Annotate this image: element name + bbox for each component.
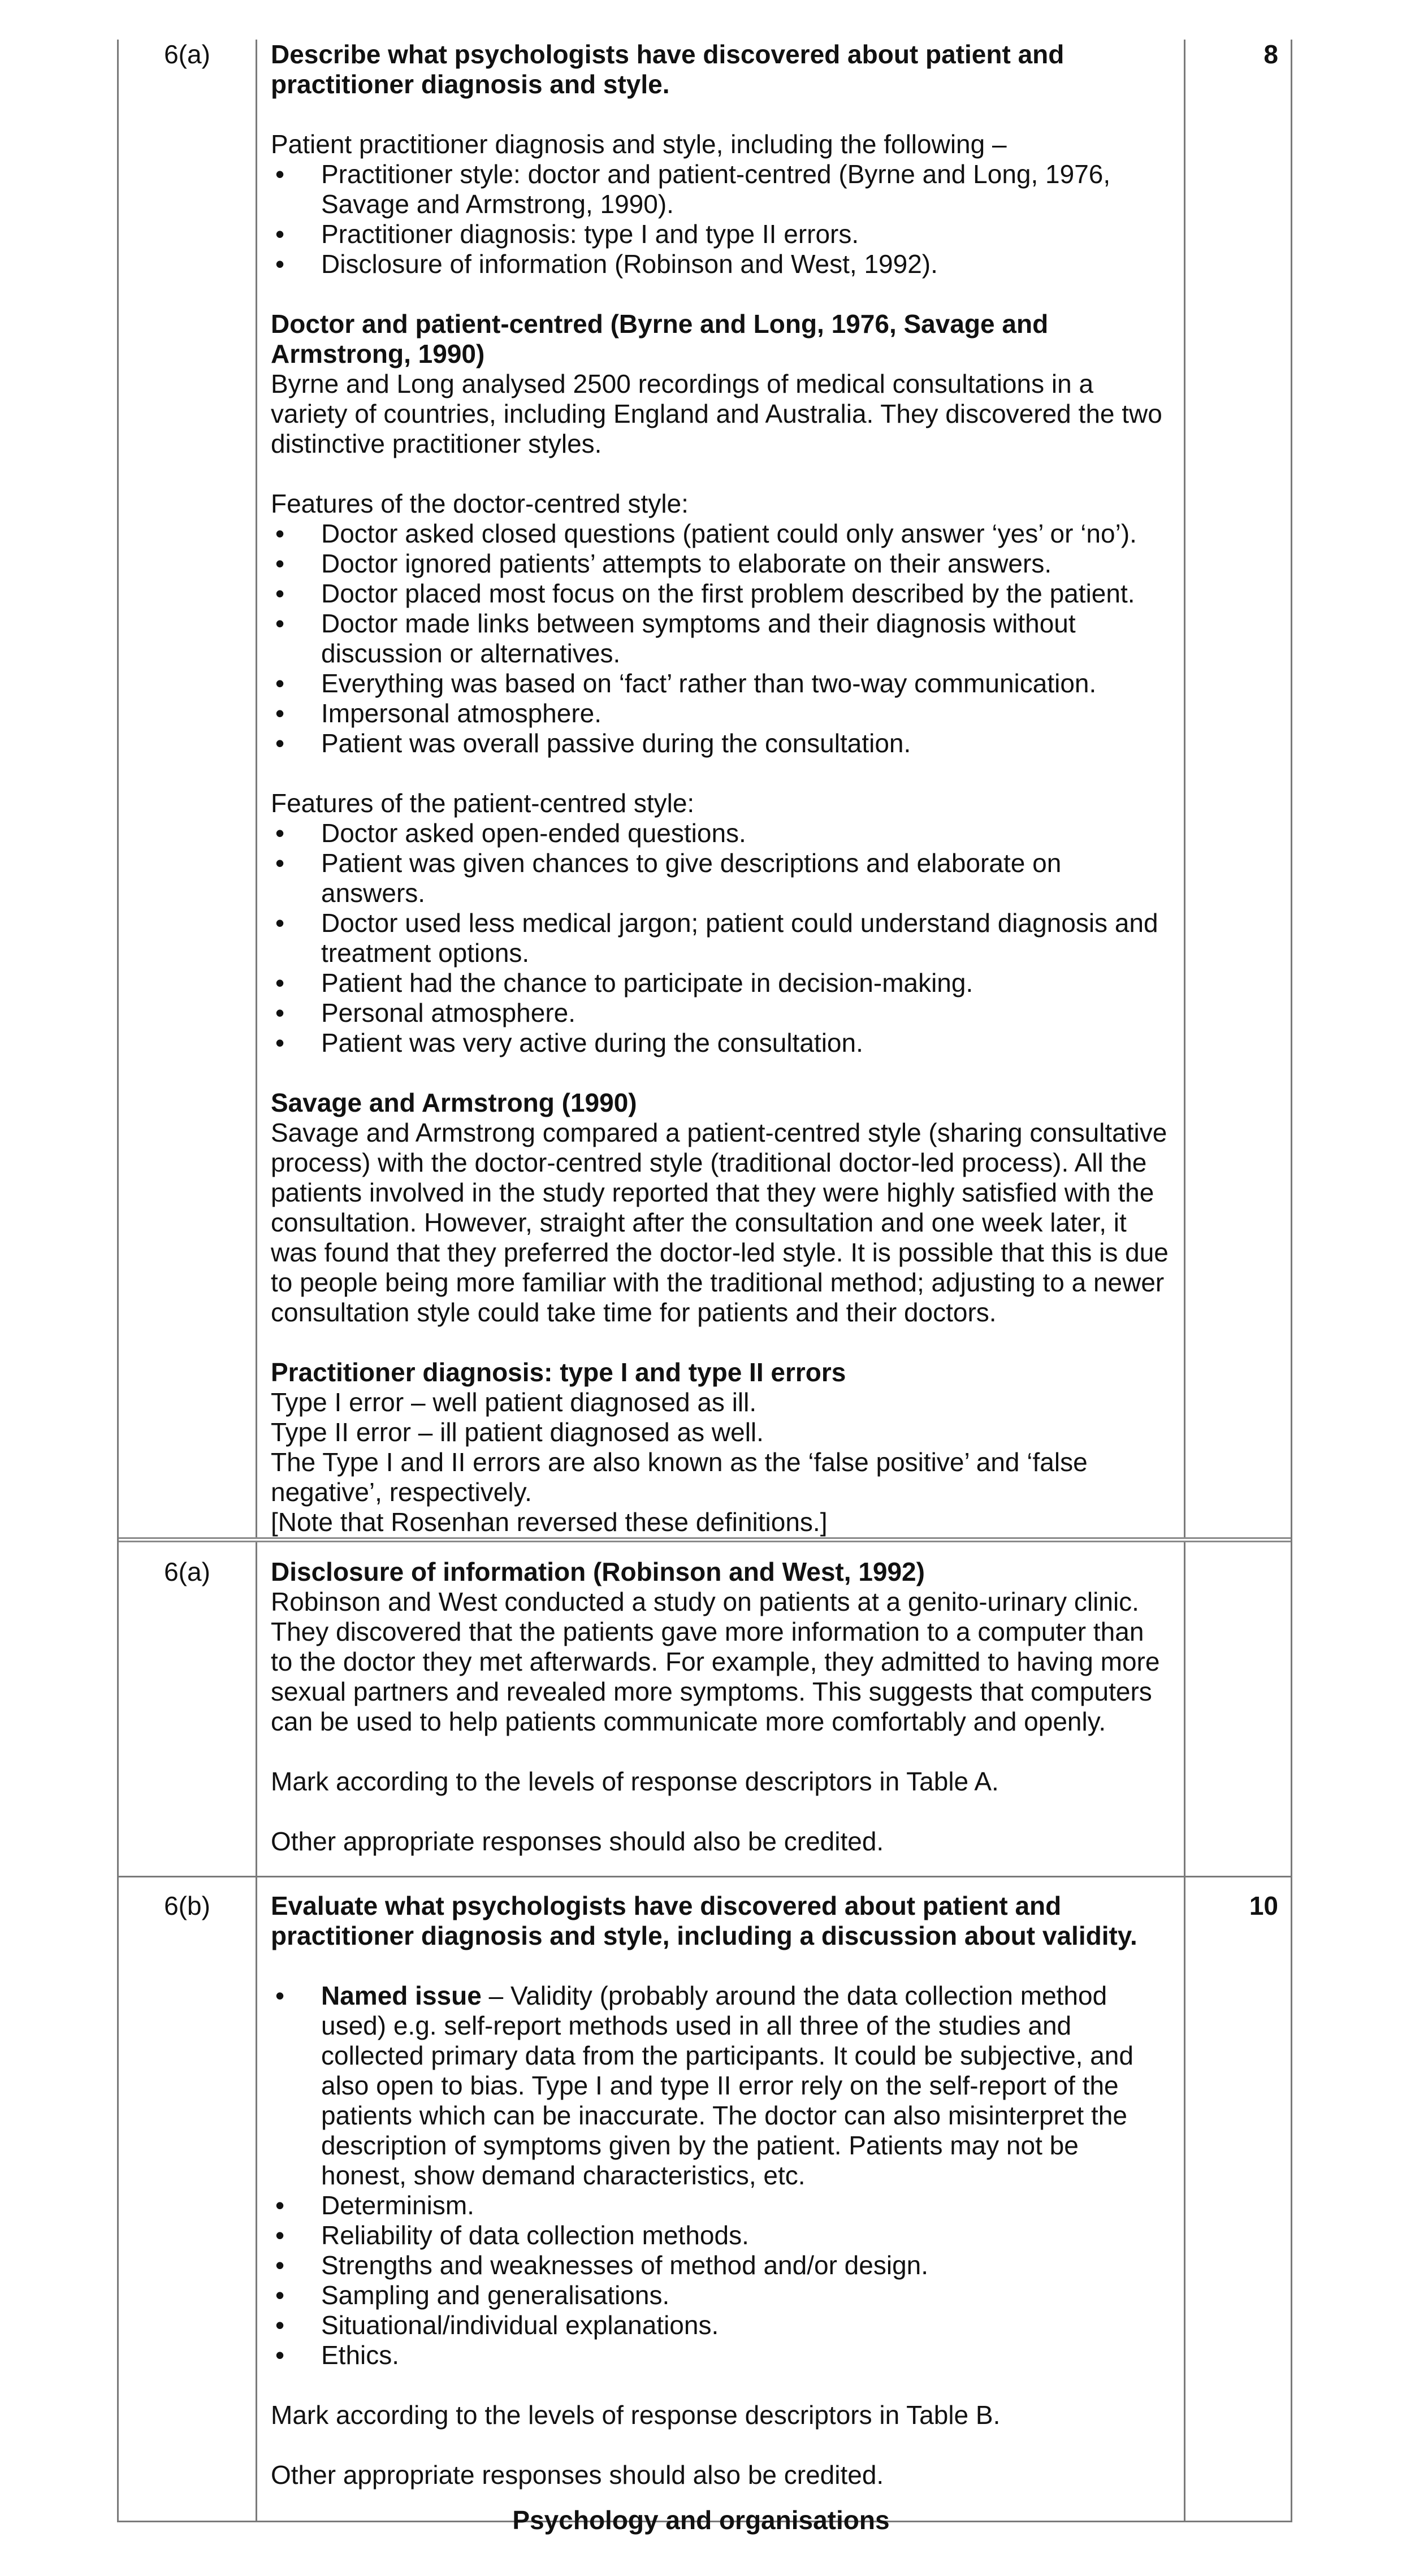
list-item: • Ethics.: [275, 2340, 400, 2370]
list-item: • Reliability of data collection methods.: [275, 2221, 749, 2250]
answer-cell: [257, 40, 1185, 1537]
section-line: The Type I and II errors are also known as the ‘false positive’ and ‘false negative’, respectively.: [271, 1447, 1088, 1507]
question-title: Describe what psychologists have discovered about patient and practitioner diagnosis and style.: [271, 40, 1065, 99]
list-item: • Practitioner diagnosis: type I and type II errors.: [275, 219, 859, 249]
bullet-icon: •: [275, 2250, 285, 2280]
list-item: • Strengths and weaknesses of method and/or design.: [275, 2250, 929, 2280]
answer-cell: [257, 1542, 1185, 1876]
credit-note: Other appropriate responses should also be credited.: [271, 1827, 884, 1856]
section-heading: Doctor and patient-centred (Byrne and Long, 1976, Savage and Armstrong, 1990): [271, 309, 1049, 368]
marks-cell: [1185, 1542, 1291, 1876]
bullet-icon: •: [275, 579, 285, 608]
list-item: • Everything was based on ‘fact’ rather than two-way communication.: [275, 669, 1097, 698]
bullet-icon: •: [275, 249, 285, 279]
list-item: [271, 1981, 1170, 2191]
question-title: Evaluate what psychologists have discovered about patient and practitioner diagnosis and style, including a discussion about validity.: [271, 1891, 1137, 1950]
named-issue-label: Named issue: [321, 1981, 482, 2010]
bullet-icon: •: [275, 998, 285, 1027]
list-item: • Disclosure of information (Robinson and West, 1992).: [275, 249, 938, 279]
bullet-icon: •: [275, 2310, 285, 2340]
question-number: 6(a): [119, 40, 257, 1537]
intro-text: Patient practitioner diagnosis and style, including the following –: [271, 129, 1007, 159]
bullet-icon: •: [275, 699, 285, 728]
bullet-icon: •: [275, 908, 285, 938]
section-line: [Note that Rosenhan reversed these definitions.]: [271, 1507, 828, 1537]
question-number: 6(a): [119, 1542, 257, 1876]
bullet-icon: •: [275, 549, 285, 578]
bullet-icon: •: [275, 2340, 285, 2370]
answer-cell: [257, 1877, 1185, 2521]
bullet-icon: •: [275, 2280, 285, 2310]
section-text: Savage and Armstrong compared a patient-centred style (sharing consultative process) with the doctor-centred style (traditional doctor-led process). All the patients involved in the study reported that they were highly satisfied with the consultation. However, straight after the consultation and one week later, it was found that they preferred the doctor-led style. It is possible that this is due to people being more familiar with the traditional method; adjusting to a newer consultation style could take time for patients and their doctors.: [271, 1118, 1169, 1327]
list-item: • Doctor ignored patients’ attempts to elaborate on their answers.: [275, 549, 1052, 578]
table-row-6b: [119, 1876, 1291, 2522]
named-issue-text: – Validity (probably around the data collection method used) e.g. self-report methods used in all three of the studies and collected primary data from the participants. It could be subjective, and also open to bias. Type I and type II error rely on the self-report of the patients which can be inaccurate. The doctor can also misinterpret the description of symptoms given by the patient. Patients may not be honest, show demand characteristics, etc.: [321, 1981, 1133, 2190]
list-item: • Patient was very active during the consultation.: [275, 1028, 863, 1057]
bullet-icon: •: [275, 1981, 285, 2010]
bullet-icon: •: [275, 2221, 285, 2250]
mark-scheme-table: [117, 40, 1292, 2522]
section-heading: Savage and Armstrong (1990): [271, 1088, 637, 1117]
mark-note: Mark according to the levels of response descriptors in Table B.: [271, 2400, 1001, 2430]
bullet-icon: •: [275, 728, 285, 758]
bullet-icon: •: [275, 219, 285, 249]
bullet-icon: •: [275, 818, 285, 848]
table-row-6a-part1: [119, 40, 1291, 1537]
list-item: • Doctor made links between symptoms and their diagnosis without discussion or alternatives.: [275, 609, 1076, 668]
bullet-icon: •: [275, 2191, 285, 2220]
list-item: • Personal atmosphere.: [275, 998, 576, 1027]
marks-value: 10: [1249, 1891, 1278, 1920]
list-item: • Impersonal atmosphere.: [275, 699, 602, 728]
bullet-icon: •: [275, 968, 285, 998]
section-line: Type I error – well patient diagnosed as ill.: [271, 1387, 757, 1417]
list-item: • Patient was given chances to give descriptions and elaborate on answers.: [275, 848, 1062, 908]
list-item: • Situational/individual explanations.: [275, 2310, 719, 2340]
bullet-icon: •: [275, 848, 285, 878]
list-item: • Sampling and generalisations.: [275, 2280, 670, 2310]
patient-centred-heading: Features of the patient-centred style:: [271, 788, 695, 818]
doctor-centred-heading: Features of the doctor-centred style:: [271, 489, 689, 518]
section-text: Byrne and Long analysed 2500 recordings of medical consultations in a variety of countries, including England and Australia. They discovered the two distinctive practitioner styles.: [271, 369, 1162, 458]
bullet-icon: •: [275, 519, 285, 548]
evaluation-bullet-list: [271, 1981, 1170, 2370]
credit-note: Other appropriate responses should also be credited.: [271, 2460, 884, 2490]
list-item: • Doctor asked open-ended questions.: [275, 818, 746, 848]
section-text: Robinson and West conducted a study on patients at a genito-urinary clinic. They discovered that the patients gave more information to a computer than to the doctor they met afterwards. For example, they admitted to having more sexual partners and revealed more symptoms. This suggests that computers can be used to help patients communicate more comfortably and openly.: [271, 1587, 1160, 1736]
table-row-6a-part2: [119, 1537, 1291, 1876]
list-item: • Doctor used less medical jargon; patient could understand diagnosis and treatment options.: [275, 908, 1158, 968]
bullet-icon: •: [275, 1028, 285, 1057]
list-item: • Patient was overall passive during the consultation.: [275, 728, 911, 758]
bullet-icon: •: [275, 669, 285, 698]
list-item: • Determinism.: [275, 2191, 474, 2220]
list-item: • Doctor placed most focus on the first problem described by the patient.: [275, 579, 1135, 608]
bullet-icon: •: [275, 159, 285, 189]
list-item: • Doctor asked closed questions (patient could only answer ‘yes’ or ‘no’).: [275, 519, 1137, 548]
list-item: • Practitioner style: doctor and patient-centred (Byrne and Long, 1976, Savage and Armstrong, 1990).: [275, 159, 1111, 219]
intro-bullet-list: [271, 159, 1170, 279]
bullet-icon: •: [275, 609, 285, 638]
doctor-centred-bullet-list: [271, 519, 1170, 758]
mark-note: Mark according to the levels of response descriptors in Table A.: [271, 1767, 999, 1796]
patient-centred-bullet-list: [271, 818, 1170, 1058]
page-footer-title: Psychology and organisations: [512, 2505, 890, 2535]
section-heading: Practitioner diagnosis: type I and type II errors: [271, 1358, 846, 1387]
question-number: 6(b): [119, 1877, 257, 2521]
marks-value: 8: [1263, 40, 1278, 69]
section-heading: Disclosure of information (Robinson and West, 1992): [271, 1557, 925, 1586]
section-line: Type II error – ill patient diagnosed as well.: [271, 1417, 764, 1447]
list-item: • Patient had the chance to participate in decision-making.: [275, 968, 973, 998]
